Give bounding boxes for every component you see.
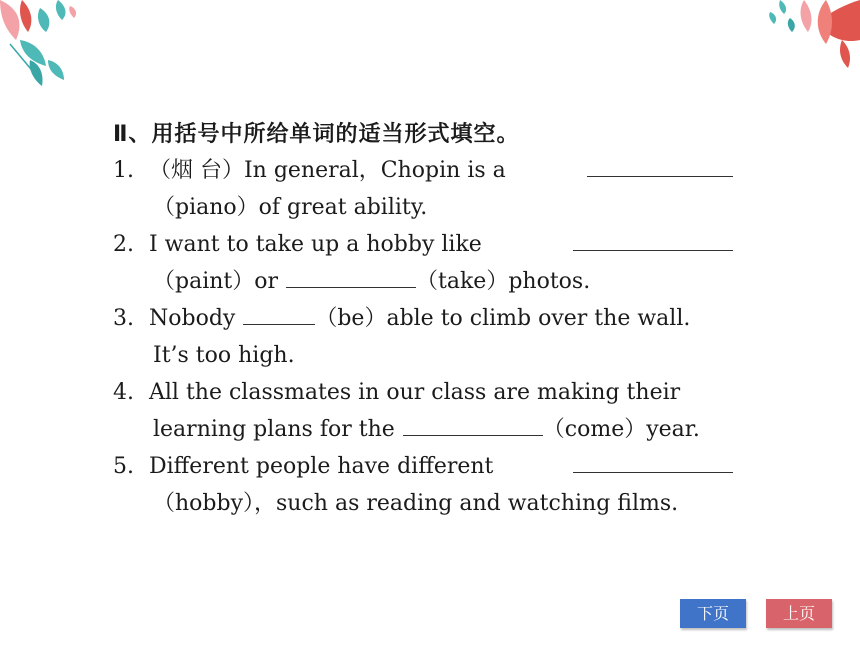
section-heading: Ⅱ、用括号中所给单词的适当形式填空。 bbox=[113, 122, 520, 147]
item-text: I want to take up a hobby like bbox=[149, 232, 482, 257]
item-3-line-2 bbox=[113, 337, 733, 374]
corner-leaves-decoration-right bbox=[730, 0, 860, 70]
item-number: 5. bbox=[113, 454, 134, 479]
item-text: （be）able to climb over the wall. bbox=[315, 306, 691, 331]
item-number: 1. bbox=[113, 158, 134, 183]
item-5-line-2 bbox=[113, 485, 733, 522]
item-text: Nobody bbox=[149, 306, 236, 331]
item-text: （paint）or bbox=[153, 269, 279, 294]
exercise-content bbox=[113, 118, 733, 522]
item-5-line-1 bbox=[113, 448, 733, 485]
item-text: （hobby），such as reading and watching films. bbox=[153, 491, 679, 516]
item-1-line-1 bbox=[113, 152, 733, 189]
next-page-button[interactable]: 下页 bbox=[680, 599, 746, 628]
answer-blank[interactable] bbox=[587, 154, 733, 177]
item-text: It’s too high. bbox=[153, 343, 295, 368]
item-text: All the classmates in our class are making their bbox=[149, 380, 681, 405]
corner-leaves-decoration-left bbox=[0, 0, 90, 95]
item-number: 2. bbox=[113, 232, 134, 257]
item-text: （烟 台）In general，Chopin is a bbox=[149, 158, 506, 183]
item-4-line-1 bbox=[113, 374, 733, 411]
answer-blank[interactable] bbox=[573, 450, 733, 473]
item-number: 3. bbox=[113, 306, 134, 331]
item-text: learning plans for the bbox=[153, 417, 395, 442]
answer-blank[interactable] bbox=[243, 302, 315, 325]
item-text: （take）photos. bbox=[416, 269, 591, 294]
item-2-line-2 bbox=[113, 263, 733, 300]
item-4-line-2 bbox=[113, 411, 733, 448]
item-text: （come）year. bbox=[542, 417, 700, 442]
item-3-line-1 bbox=[113, 300, 733, 337]
item-1-line-2 bbox=[113, 189, 733, 226]
item-text: Different people have different bbox=[149, 454, 494, 479]
answer-blank[interactable] bbox=[403, 413, 543, 436]
item-number: 4. bbox=[113, 380, 134, 405]
answer-blank[interactable] bbox=[573, 228, 733, 251]
item-2-line-1 bbox=[113, 226, 733, 263]
answer-blank[interactable] bbox=[286, 265, 416, 288]
item-text: （piano）of great ability. bbox=[153, 195, 428, 220]
previous-page-button[interactable]: 上页 bbox=[766, 599, 832, 628]
